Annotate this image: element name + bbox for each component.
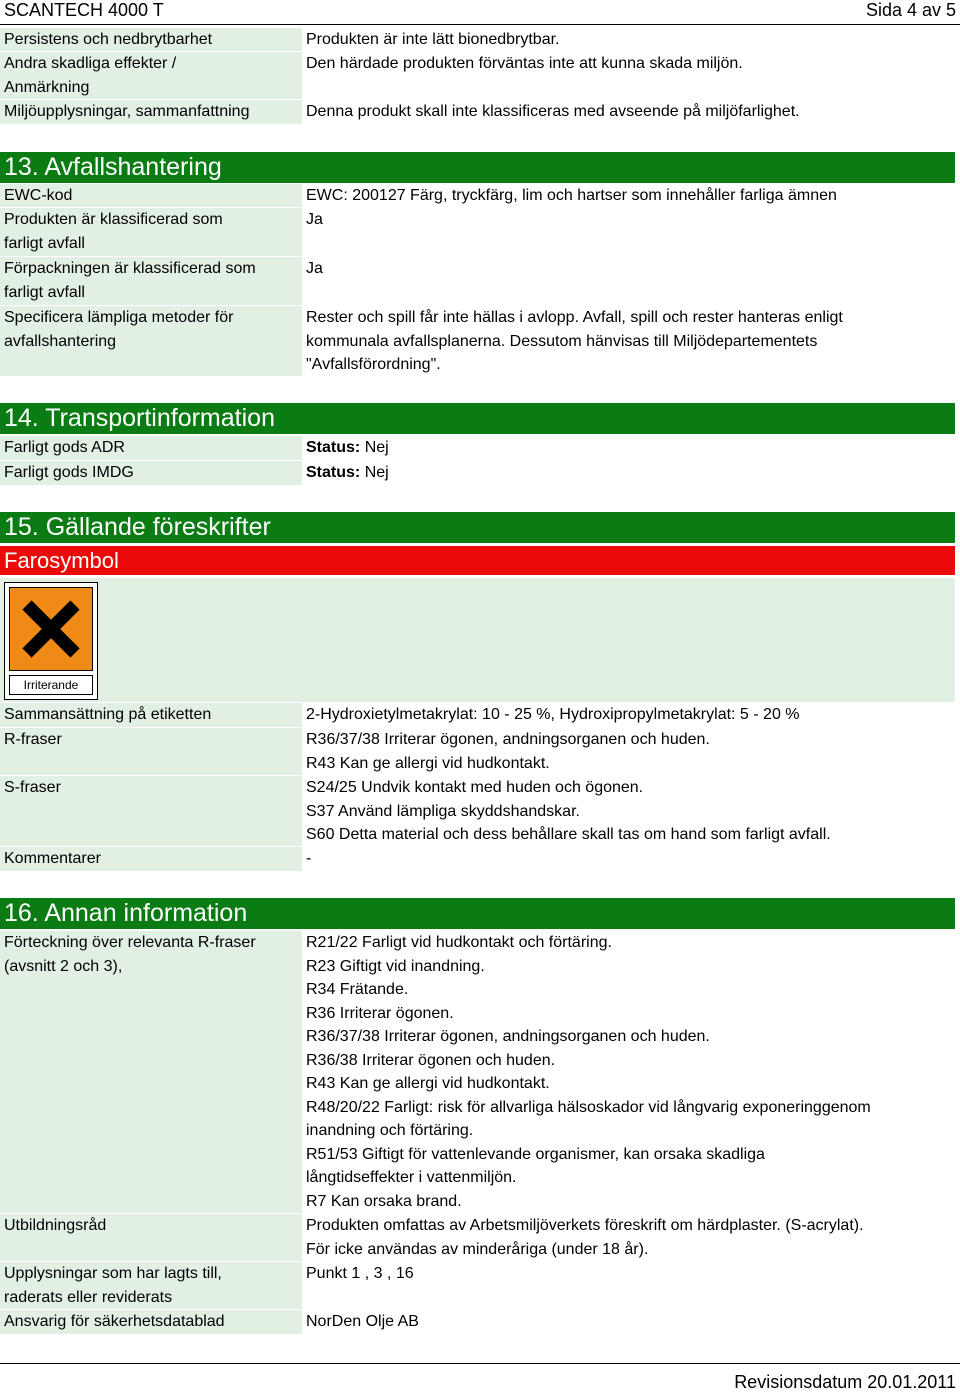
label-sammansattning: Sammansättning på etiketten — [0, 703, 302, 727]
hazard-pictogram — [4, 582, 98, 700]
label-kommentarer: Kommentarer — [0, 847, 302, 871]
label-ansvarig: Ansvarig för säkerhetsdatablad — [0, 1310, 302, 1334]
value-r-fraser-forteckning: R21/22 Farligt vid hudkontakt och förtäring. R23 Giftigt vid inandning. R34 Frätande. R36 Irriterar ögonen. R36/37/38 Irriterar ögonen, andningsorganen och huden. R36/38 Irriterar ögonen och huden. R43 Kan ge allergi vid hudkontakt. R48/20/22 Farligt: risk för allvarliga hälsoskador vid långvarig exponeringgenom inandning och förtäring. R51/53 Giftigt för vattenlevande organismer, kan orsaka skadliga långtidseffekter i vattenmiljön. R7 Kan orsaka brand. — [306, 934, 871, 1210]
value-andra-skadliga-effekter: Den härdade produkten förväntas inte att kunna skada miljön. — [306, 55, 743, 72]
hazard-symbol-heading: Farosymbol — [0, 546, 955, 575]
footer-divider — [0, 1363, 960, 1364]
value-miljoupplysningar: Denna produkt skall inte klassificeras med avseende på miljöfarlighet. — [306, 103, 800, 120]
value-persistens: Produkten är inte lätt bionedbrytbar. — [306, 31, 560, 48]
value-ewc-kod: EWC: 200127 Färg, tryckfärg, lim och hartser som innehåller farliga ämnen — [306, 187, 837, 204]
label-imdg: Farligt gods IMDG — [0, 461, 302, 485]
value-produkt-farligt-avfall: Ja — [306, 211, 323, 228]
value-utbildningsrad: Produkten omfattas av Arbetsmiljöverkets föreskrift om härdplaster. (S-acrylat). För icke användas av minderåriga (under 18 år). — [306, 1217, 864, 1258]
section-16-heading: 16. Annan information — [0, 898, 955, 929]
value-ansvarig: NorDen Olje AB — [306, 1313, 419, 1330]
label-upplysningar-andrade: Upplysningar som har lagts till, raderats eller reviderats — [0, 1262, 302, 1309]
label-r-fraser: R-fraser — [0, 728, 302, 775]
header-divider — [0, 24, 960, 25]
label-adr: Farligt gods ADR — [0, 436, 302, 460]
value-avfallsmetoder: Rester och spill får inte hällas i avlopp. Avfall, spill och rester hanteras enligt kommunala avfallsplanerna. Dessutom hänvisas till Miljödepartementets "Avfallsförordning". — [306, 309, 843, 373]
value-sammansattning: 2-Hydroxietylmetakrylat: 10 - 25 %, Hydroxipropylmetakrylat: 5 - 20 % — [306, 706, 800, 723]
label-produkt-farligt-avfall: Produkten är klassificerad som farligt avfall — [0, 208, 302, 256]
section-15-heading: 15. Gällande föreskrifter — [0, 512, 955, 543]
section-14-heading: 14. Transportinformation — [0, 403, 955, 434]
value-imdg: Status: Nej — [306, 464, 389, 481]
irritant-x-icon — [9, 587, 93, 671]
label-ewc-kod: EWC-kod — [0, 184, 302, 207]
label-forpackning-farligt-avfall: Förpackningen är klassificerad som farligt avfall — [0, 257, 302, 305]
value-upplysningar-andrade: Punkt 1 , 3 , 16 — [306, 1265, 414, 1282]
value-adr: Status: Nej — [306, 439, 389, 456]
label-r-fraser-forteckning: Förteckning över relevanta R-fraser (avsnitt 2 och 3), — [0, 931, 302, 1213]
document-title: SCANTECH 4000 T — [4, 0, 164, 20]
value-kommentarer: - — [306, 850, 312, 867]
revision-date: Revisionsdatum 20.01.2011 — [734, 1372, 956, 1392]
label-s-fraser: S-fraser — [0, 776, 302, 846]
value-s-fraser: S24/25 Undvik kontakt med huden och ögonen. S37 Använd lämpliga skyddshandskar. S60 Detta material och dess behållare skall tas om hand som farligt avfall. — [306, 779, 831, 843]
label-andra-skadliga-effekter: Andra skadliga effekter / Anmärkning — [0, 52, 302, 99]
label-avfallsmetoder: Specificera lämpliga metoder för avfallshantering — [0, 306, 302, 376]
value-r-fraser: R36/37/38 Irriterar ögonen, andningsorganen och huden. R43 Kan ge allergi vid hudkontakt. — [306, 731, 710, 772]
value-forpackning-farligt-avfall: Ja — [306, 260, 323, 277]
section-13-heading: 13. Avfallshantering — [0, 152, 955, 183]
label-utbildningsrad: Utbildningsråd — [0, 1214, 302, 1261]
label-miljoupplysningar: Miljöupplysningar, sammanfattning — [0, 100, 302, 124]
label-persistens: Persistens och nedbrytbarhet — [0, 28, 302, 51]
page-number: Sida 4 av 5 — [865, 0, 956, 20]
pictogram-caption: Irriterande — [9, 675, 93, 695]
hazard-symbol-panel — [0, 578, 955, 702]
